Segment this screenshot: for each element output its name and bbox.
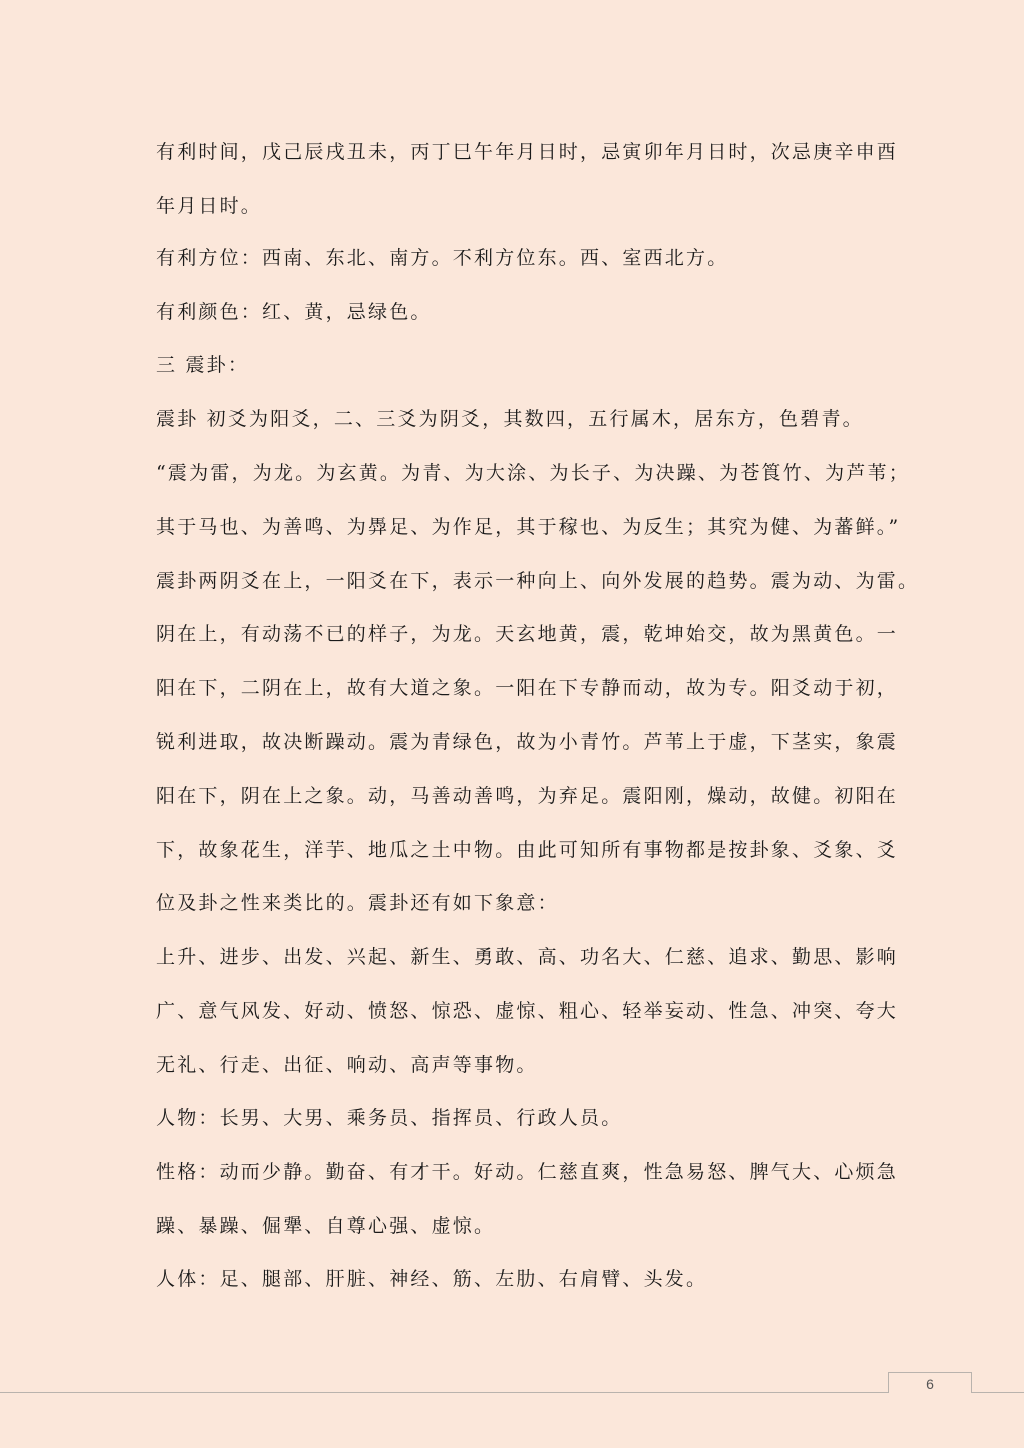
text-line: 阳在下，阴在上之象。动，马善动善鸣，为弃足。震阳刚，燥动，故健。初阳在: [156, 785, 899, 807]
text-line: “震为雷，为龙。为玄黄。为青、为大涂、为长子、为决躁、为苍筤竹、为芦苇；: [156, 462, 910, 484]
text-line: 有利颜色：红、黄，忌绿色。: [156, 301, 432, 323]
text-line: 锐利进取，故决断躁动。震为青绿色，故为小青竹。芦苇上于虚，下茎实，象震: [156, 731, 899, 753]
text-line: 躁、暴躁、倔犟、自尊心强、虚惊。: [156, 1215, 496, 1237]
text-line: 阳在下，二阴在上，故有大道之象。一阳在下专静而动，故为专。阳爻动于初，: [156, 677, 899, 699]
text-line: 年月日时。: [156, 195, 263, 217]
page-number: 6: [926, 1376, 934, 1392]
text-line: 人物：长男、大男、乘务员、指挥员、行政人员。: [156, 1107, 623, 1129]
text-line: 人体：足、腿部、肝脏、神经、筋、左肋、右肩臂、头发。: [156, 1268, 708, 1290]
text-line: 其于马也、为善鸣、为馵足、为作足，其于稼也、为反生；其究为健、为蕃鲜。”: [156, 516, 901, 538]
text-line: 有利方位：西南、东北、南方。不利方位东。西、室西北方。: [156, 247, 729, 269]
text-line: 性格：动而少静。勤奋、有才干。好动。仁慈直爽，性急易怒、脾气大、心烦急: [156, 1161, 899, 1183]
section-heading: 三 震卦：: [156, 354, 250, 376]
text-line: 上升、进步、出发、兴起、新生、勇敢、高、功名大、仁慈、追求、勤思、影响: [156, 946, 899, 968]
text-line: 阴在上，有动荡不已的样子，为龙。天玄地黄，震，乾坤始交，故为黑黄色。一: [156, 623, 899, 645]
text-line: 震卦 初爻为阳爻，二、三爻为阴爻，其数四，五行属木，居东方，色碧青。: [156, 408, 864, 430]
footer-divider: [0, 1392, 1024, 1393]
text-line: 广、意气风发、好动、愤怒、惊恐、虚惊、粗心、轻举妄动、性急、冲突、夸大: [156, 1000, 899, 1022]
text-line: 震卦两阴爻在上，一阳爻在下，表示一种向上、向外发展的趋势。震为动、为雷。: [156, 570, 920, 592]
text-line: 下，故象花生，洋芋、地瓜之土中物。由此可知所有事物都是按卦象、爻象、爻: [156, 839, 899, 861]
text-line: 有利时间，戊己辰戌丑未，丙丁巳午年月日时，忌寅卯年月日时，次忌庚辛申酉: [156, 141, 899, 163]
text-line: 位及卦之性来类比的。震卦还有如下象意：: [156, 892, 559, 914]
text-line: 无礼、行走、出征、响动、高声等事物。: [156, 1054, 538, 1076]
